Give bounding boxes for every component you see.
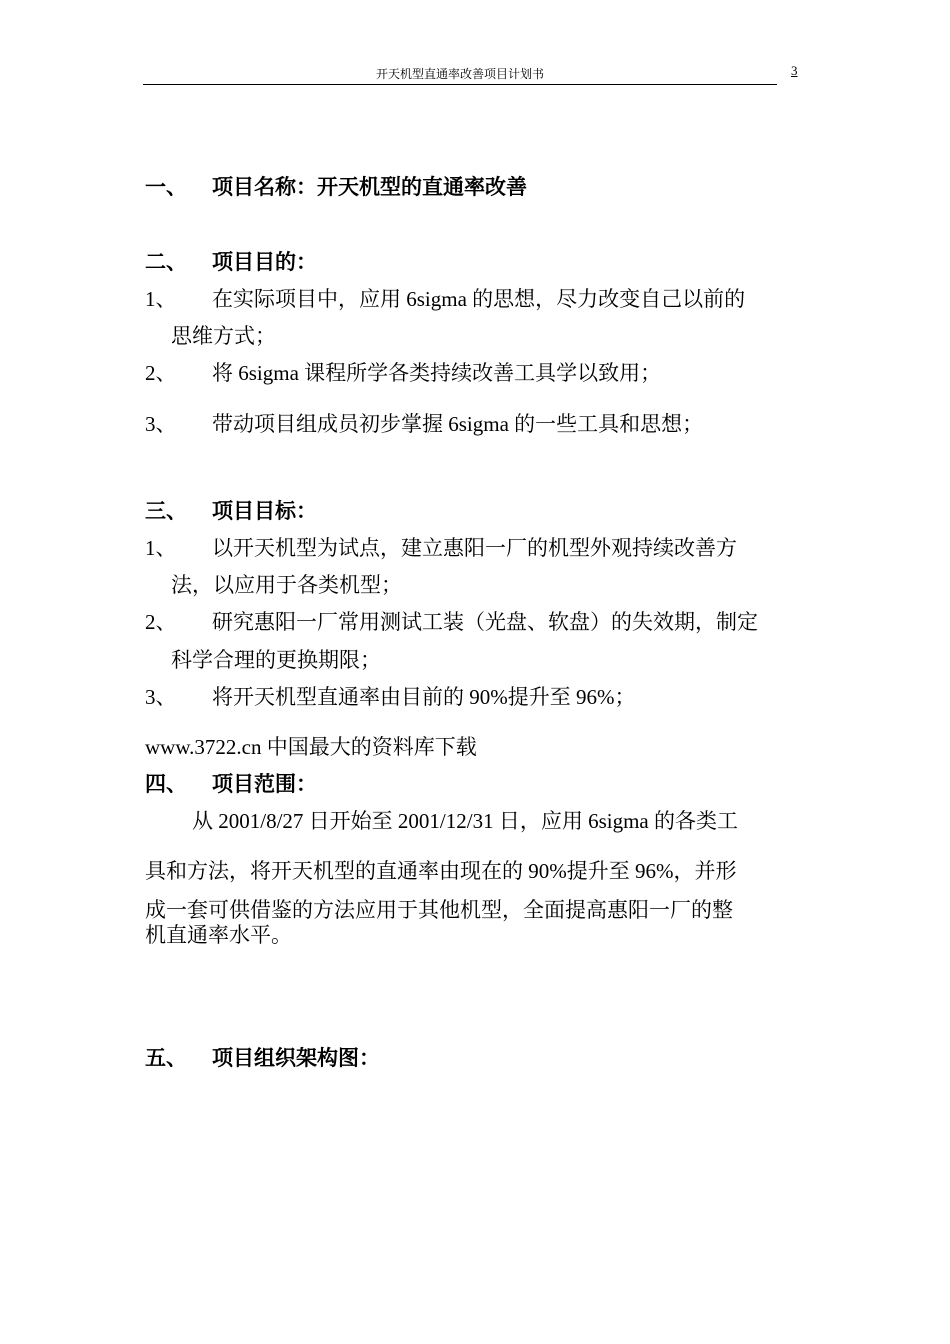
section-5-number: 五、: [145, 1046, 187, 1070]
list-number: 3、: [145, 412, 177, 436]
list-text: 在实际项目中，应用 6sigma 的思想，尽力改变自己以前的: [212, 287, 746, 311]
section-2-heading: [145, 247, 810, 277]
list-text: 带动项目组成员初步掌握 6sigma 的一些工具和思想；: [212, 412, 704, 436]
list-number: 2、: [145, 610, 177, 634]
section-3-item-2: [145, 607, 810, 637]
page-number: 3: [791, 63, 798, 78]
section-2-item-1-continued: 思维方式；: [171, 324, 276, 348]
section-2-number: 二、: [145, 250, 187, 274]
section-2-item-1: [145, 284, 810, 314]
section-4-paragraph-line-1: 从 2001/8/27 日开始至 2001/12/31 日，应用 6sigma 的各类工: [192, 809, 738, 833]
section-4-paragraph-line-2: 具和方法，将开天机型的直通率由现在的 90%提升至 96%，并形: [145, 859, 737, 883]
list-number: 1、: [145, 536, 177, 560]
section-3-item-1-continued: 法，以应用于各类机型；: [171, 573, 402, 597]
section-2-item-3: [145, 409, 810, 439]
list-text: 以开天机型为试点，建立惠阳一厂的机型外观持续改善方: [212, 536, 737, 560]
page-header-title: 开天机型直通率改善项目计划书: [143, 66, 777, 85]
list-number: 1、: [145, 287, 177, 311]
section-1-heading: [145, 172, 810, 202]
list-text: 将开天机型直通率由目前的 90%提升至 96%；: [212, 685, 636, 709]
section-4-paragraph-line-4: 机直通率水平。: [145, 923, 292, 947]
section-3-item-3: [145, 682, 810, 712]
list-text: 将 6sigma 课程所学各类持续改善工具学以致用；: [212, 361, 662, 385]
section-2-item-2: [145, 358, 810, 388]
section-2-title: 项目目的：: [212, 250, 317, 274]
section-4-paragraph-line-3: 成一套可供借鉴的方法应用于其他机型，全面提高惠阳一厂的整: [145, 898, 733, 922]
section-1-title: 项目名称：开天机型的直通率改善: [212, 175, 527, 199]
section-3-item-1: [145, 533, 810, 563]
section-1-number: 一、: [145, 175, 187, 199]
list-text: 研究惠阳一厂常用测试工装（光盘、软盘）的失效期，制定: [212, 610, 758, 634]
list-number: 3、: [145, 685, 177, 709]
section-3-number: 三、: [145, 499, 187, 523]
section-5-heading: [145, 1043, 810, 1073]
section-4-title: 项目范围：: [212, 772, 317, 796]
list-number: 2、: [145, 361, 177, 385]
section-4-heading: [145, 769, 810, 799]
section-4-number: 四、: [145, 772, 187, 796]
section-5-title: 项目组织架构图：: [212, 1046, 380, 1070]
download-ad-text: www.3722.cn 中国最大的资料库下载: [145, 735, 477, 759]
section-3-item-2-continued: 科学合理的更换期限；: [171, 648, 381, 672]
section-3-heading: [145, 496, 810, 526]
section-3-title: 项目目标：: [212, 499, 317, 523]
